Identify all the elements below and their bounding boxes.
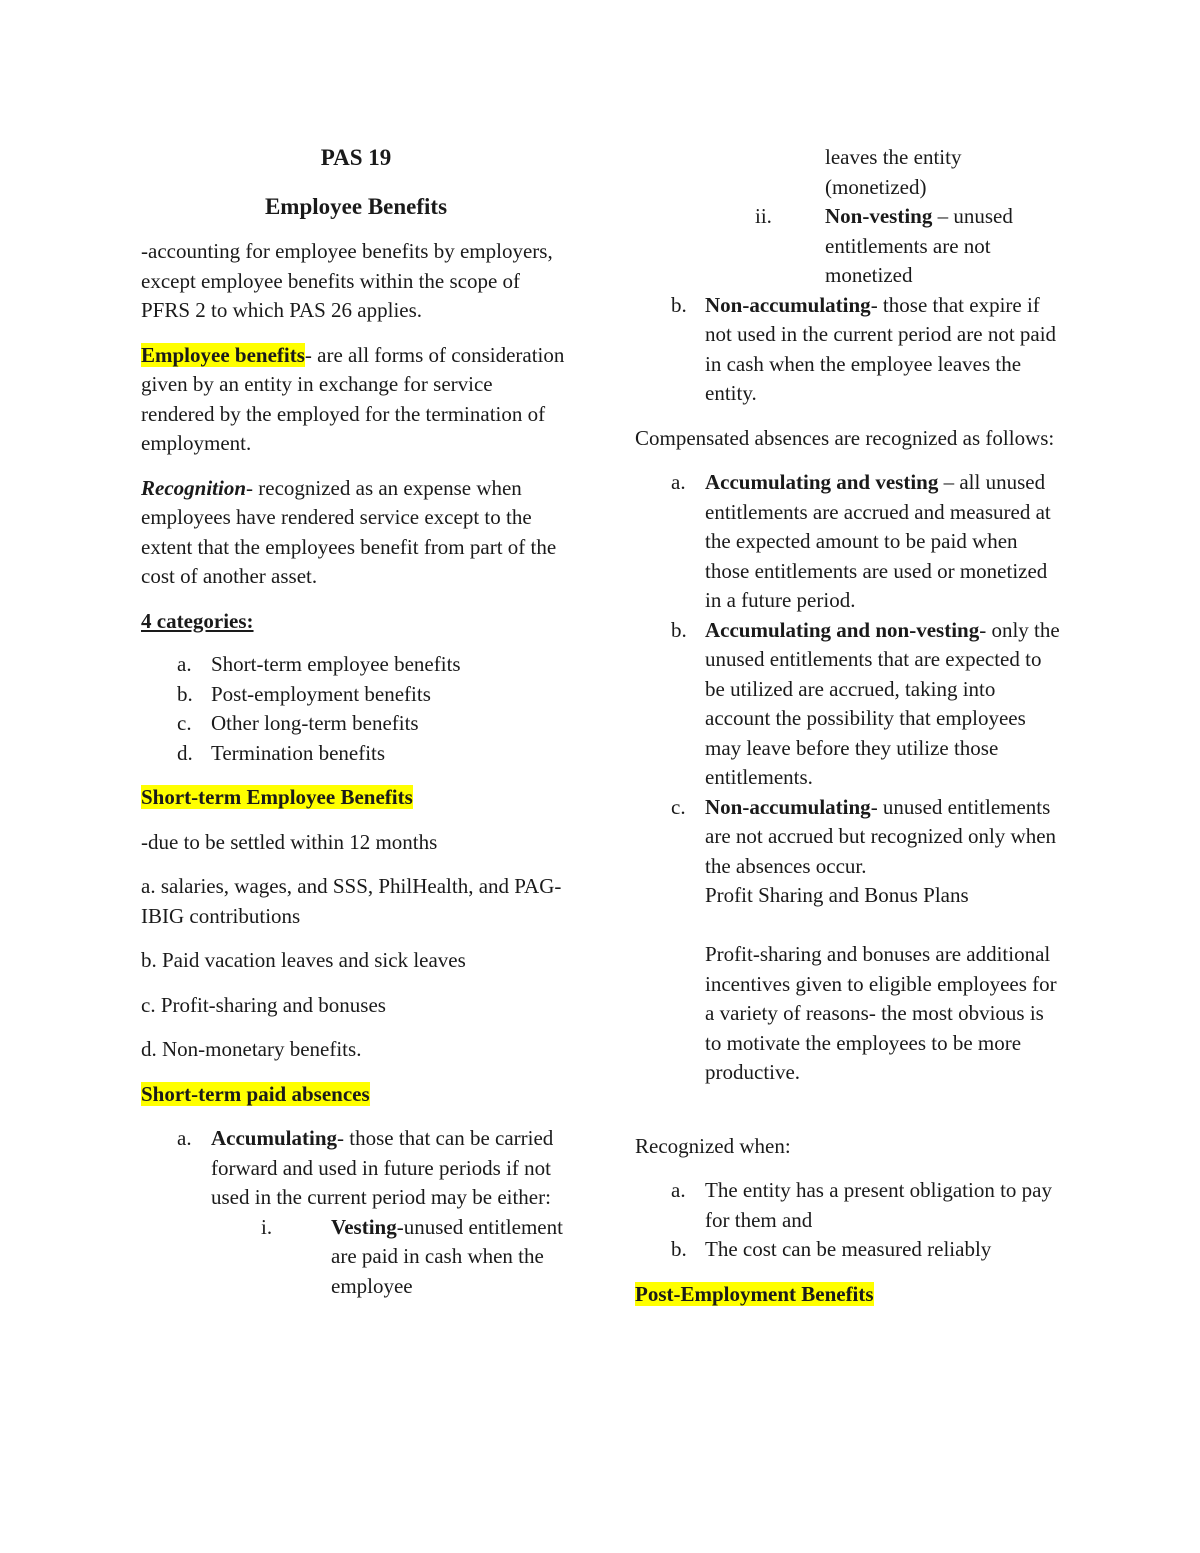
recognized-item: a. The entity has a present obligation to pay for them and xyxy=(671,1178,1052,1232)
profit-sharing-title: Profit Sharing and Bonus Plans xyxy=(705,883,969,907)
compensated-item: b. Accumulating and non-vesting- only the unused entitlements that are expected to be utilized are accrued, taking into account the possibility that employees may leave before they utilize those entitlements. xyxy=(671,617,1060,789)
short-term-item: b. Paid vacation leaves and sick leaves xyxy=(141,948,466,972)
short-term-item: d. Non-monetary benefits. xyxy=(141,1037,362,1061)
list-item: c. Other long-term benefits xyxy=(177,711,419,735)
absence-vesting-continued: leaves the entity (monetized) xyxy=(825,145,962,199)
short-term-item: c. Profit-sharing and bonuses xyxy=(141,992,386,1017)
right-column xyxy=(635,143,1065,1309)
absence-non-vesting: ii. Non-vesting – unused entitlements are not monetized xyxy=(755,204,1013,287)
categories-heading: 4 categories: xyxy=(141,608,254,633)
profit-sharing-block xyxy=(635,881,1065,1088)
list-item: a. Short-term employee benefits xyxy=(177,652,461,676)
recognized-when: Recognized when: xyxy=(635,1133,791,1158)
absence-non-accumulating: b. Non-accumulating- those that expire if not used in the current period are not paid in cash when the employee leaves the entity. xyxy=(671,292,1057,405)
recognition-term: Recognition xyxy=(141,475,247,500)
short-term-heading: Short-term Employee Benefits xyxy=(141,785,413,809)
employee-benefits-text: - are all forms of consideration given by an entity in exchange for service rendered by the employed for the termination of employment. xyxy=(141,342,565,455)
absence-accumulating: a. Accumulating- those that can be carried forward and used in future periods if not used in the current period may be either: xyxy=(177,1126,554,1209)
doc-title: PAS 19 xyxy=(320,145,392,170)
recognition-definition xyxy=(141,474,571,592)
employee-benefits-definition xyxy=(141,341,571,459)
doc-subtitle: Employee Benefits xyxy=(264,194,448,219)
post-employment-heading: Post-Employment Benefits xyxy=(635,1281,874,1306)
compensated-item: c. Non-accumulating- unused entitlements are not accrued but recognized only when the absences occur. xyxy=(671,794,1057,878)
short-term-due: -due to be settled within 12 months xyxy=(141,829,438,854)
left-column xyxy=(141,143,571,1301)
recognized-item: b. The cost can be measured reliably xyxy=(671,1237,992,1261)
list-item: b. Post-employment benefits xyxy=(177,681,431,706)
short-term-item: a. salaries, wages, and SSS, PhilHealth, and PAG-IBIG contributions xyxy=(141,874,562,928)
employee-benefits-term: Employee benefits xyxy=(141,342,305,367)
compensated-intro: Compensated absences are recognized as follows: xyxy=(635,425,1055,450)
absence-vesting: i. Vesting-unused entitlement are paid in cash when the employee xyxy=(261,1214,563,1298)
absences-heading: Short-term paid absences xyxy=(141,1081,370,1106)
categories-list xyxy=(141,650,571,768)
compensated-item: a. Accumulating and vesting – all unused entitlements are accrued and measured at the expected amount to be paid when those entitlements are used or monetized in a future period. xyxy=(671,470,1051,612)
intro-paragraph: -accounting for employee benefits by employers, except employee benefits within the scope of PFRS 2 to which PAS 26 applies. xyxy=(141,239,553,322)
list-item: d. Termination benefits xyxy=(177,740,386,765)
profit-sharing-text: Profit-sharing and bonuses are additional incentives given to eligible employees for a variety of reasons- the most obvious is to motivate the employees to be more productive. xyxy=(705,942,1057,1084)
recognition-text: - recognized as an expense when employees have rendered service except to the extent that the employees benefit from part of the cost of another asset. xyxy=(141,475,557,588)
